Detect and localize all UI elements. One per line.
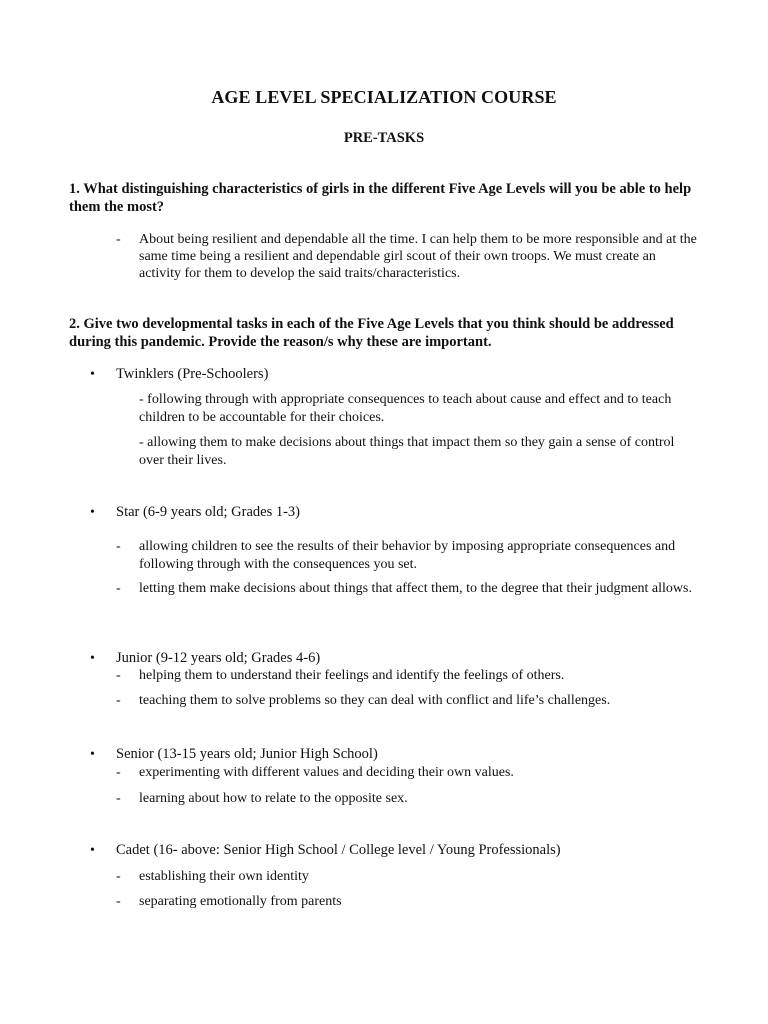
senior-task-1-dash: - xyxy=(116,765,121,780)
answer-1-text: About being resilient and dependable all the time. I can help them to be more responsible and at the same time being a resilient and dependable girl scout of their own troops. We must create an activity for them to develop the said traits/characteristics. xyxy=(139,232,697,281)
bullet-twinklers: • xyxy=(90,367,95,382)
cadet-task-1-dash: - xyxy=(116,869,121,884)
twinklers-task-1: - following through with appropriate consequences to teach about cause and effect and to teach children to be accountable for their choices. xyxy=(139,392,672,425)
answer-1-dash: - xyxy=(116,232,121,247)
junior-task-2-dash: - xyxy=(116,693,121,708)
document-subtitle: PRE-TASKS xyxy=(343,130,425,146)
level-label-junior: Junior (9-12 years old; Grades 4-6) xyxy=(116,650,321,666)
senior-task-2-dash: - xyxy=(116,791,121,806)
cadet-task-2: separating emotionally from parents xyxy=(139,894,342,909)
star-task-1-dash: - xyxy=(116,539,121,554)
senior-task-2: learning about how to relate to the opposite sex. xyxy=(139,791,408,806)
senior-task-1: experimenting with different values and deciding their own values. xyxy=(139,765,514,780)
star-task-2-dash: - xyxy=(116,581,121,596)
twinklers-task-2: - allowing them to make decisions about things that impact them so they gain a sense of control over their lives. xyxy=(139,435,675,468)
level-label-cadet: Cadet (16- above: Senior High School / College level / Young Professionals) xyxy=(116,842,561,858)
level-label-twinklers: Twinklers (Pre-Schoolers) xyxy=(116,366,269,382)
bullet-junior: • xyxy=(90,651,95,666)
level-label-senior: Senior (13-15 years old; Junior High School) xyxy=(116,746,378,762)
level-label-star: Star (6-9 years old; Grades 1-3) xyxy=(116,504,301,520)
cadet-task-1: establishing their own identity xyxy=(139,869,309,884)
star-task-2: letting them make decisions about things that affect them, to the degree that their judgment allows. xyxy=(139,581,692,596)
cadet-task-2-dash: - xyxy=(116,894,121,909)
junior-task-1-dash: - xyxy=(116,668,121,683)
bullet-senior: • xyxy=(90,747,95,762)
question-2: 2. Give two developmental tasks in each of the Five Age Levels that you think should be addressed during this pandemic. Provide the reason/s why these are important. xyxy=(69,316,674,350)
junior-task-1: helping them to understand their feelings and identify the feelings of others. xyxy=(139,668,565,683)
star-task-1: allowing children to see the results of their behavior by imposing appropriate consequences and following through with the consequences you set. xyxy=(139,539,676,572)
bullet-star: • xyxy=(90,505,95,520)
junior-task-2: teaching them to solve problems so they can deal with conflict and life’s challenges. xyxy=(139,693,611,708)
bullet-cadet: • xyxy=(90,843,95,858)
question-1: 1. What distinguishing characteristics of girls in the different Five Age Levels will you be able to help them the most? xyxy=(69,181,692,215)
document-title: AGE LEVEL SPECIALIZATION COURSE xyxy=(211,87,557,107)
